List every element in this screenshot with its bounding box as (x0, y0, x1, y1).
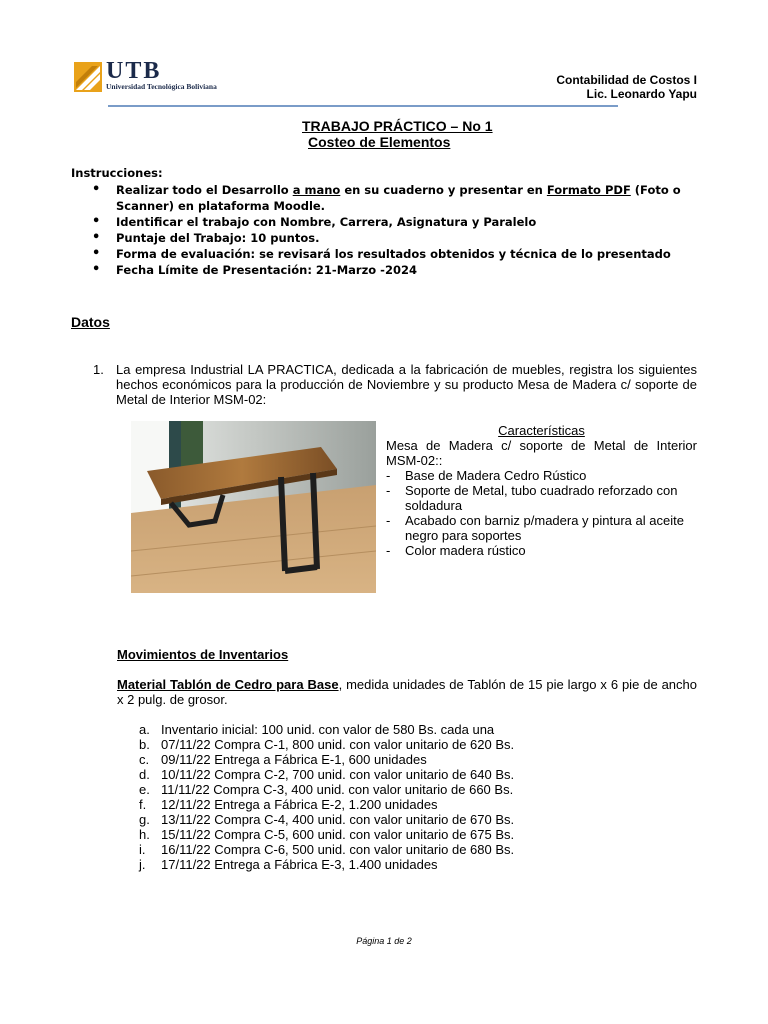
instruction-text: en su cuaderno y presentar en (340, 183, 547, 197)
list-text: Inventario inicial: 100 unid. con valor de 580 Bs. cada una (161, 722, 495, 737)
list-letter: i. (139, 842, 146, 857)
instruction-item: • Puntaje del Trabajo: 10 puntos. (116, 230, 701, 246)
instruction-item: • Identificar el trabajo con Nombre, Carrera, Asignatura y Paralelo (116, 214, 701, 230)
list-item (139, 842, 514, 857)
material-label: Material Tablón de Cedro para Base (117, 677, 339, 692)
instructions-section (71, 166, 701, 278)
instruction-text: Realizar todo el Desarrollo (116, 183, 293, 197)
list-item (139, 812, 514, 827)
features-heading: Características (498, 423, 585, 438)
datos-heading: Datos (71, 314, 110, 330)
list-text: 10/11/22 Compra C-2, 700 unid. con valor unitario de 640 Bs. (161, 767, 515, 782)
list-letter: h. (139, 827, 150, 842)
feature-item: - Soporte de Metal, tubo cuadrado reforzado con soldadura (386, 483, 697, 513)
professor-name: Lic. Leonardo Yapu (586, 87, 697, 101)
utb-emblem-icon (74, 62, 102, 92)
features-intro: Mesa de Madera c/ soporte de Metal de Interior MSM-02:: (386, 438, 697, 468)
material-desc: , medida unidades de Tablón de 15 pie largo x 6 pie de ancho x 2 pulg. de grosor. (117, 677, 697, 707)
list-text: 09/11/22 Entrega a Fábrica E-1, 600 unidades (161, 752, 427, 767)
list-item (139, 782, 514, 797)
list-letter: a. (139, 722, 150, 737)
instruction-item (116, 182, 701, 214)
instruction-emphasis: a mano (292, 183, 341, 197)
instruction-item: • Forma de evaluación: se revisará los resultados obtenidos y técnica de lo presentado (116, 246, 701, 262)
list-text: 11/11/22 Compra C-3, 400 unid. con valor unitario de 660 Bs. (161, 782, 514, 797)
page-subtitle: Costeo de Elementos (308, 134, 451, 150)
list-letter: c. (139, 752, 150, 767)
features-section (386, 423, 697, 558)
utb-logo (74, 58, 234, 96)
list-item (139, 797, 514, 812)
list-letter: g. (139, 812, 150, 827)
table-photo-illustration (131, 421, 376, 593)
instruction-item: • Fecha Límite de Presentación: 21-Marzo -2024 (116, 262, 701, 278)
logo-text: UTB (106, 58, 162, 84)
feature-item: - Base de Madera Cedro Rústico (386, 468, 697, 483)
list-text: 15/11/22 Compra C-5, 600 unid. con valor unitario de 675 Bs. (161, 827, 515, 842)
inventory-list (139, 722, 514, 872)
list-text: 13/11/22 Compra C-4, 400 unid. con valor unitario de 670 Bs. (161, 812, 515, 827)
list-letter: e. (139, 782, 150, 797)
problem-statement (93, 362, 697, 407)
list-text: 12/11/22 Entrega a Fábrica E-2, 1.200 unidades (161, 797, 438, 812)
list-letter: b. (139, 737, 150, 752)
list-item (139, 737, 514, 752)
instruction-text: (Foto o Scanner) en plataforma Moodle. (116, 183, 681, 213)
page-title: TRABAJO PRÁCTICO – No 1 (302, 118, 493, 134)
problem-number: 1. (93, 362, 104, 377)
page-footer: Página 1 de 2 (356, 936, 412, 946)
list-item (139, 827, 514, 842)
list-letter: d. (139, 767, 150, 782)
list-item (139, 767, 514, 782)
product-photo (131, 421, 376, 593)
feature-item: - Acabado con barniz p/madera y pintura al aceite negro para soportes (386, 513, 697, 543)
instructions-heading: Instrucciones: (71, 166, 163, 180)
features-list (386, 468, 697, 558)
list-item (139, 752, 514, 767)
header-info (556, 73, 697, 101)
list-text: 17/11/22 Entrega a Fábrica E-3, 1.400 unidades (161, 857, 438, 872)
list-text: 07/11/22 Compra C-1, 800 unid. con valor unitario de 620 Bs. (161, 737, 515, 752)
movimientos-heading: Movimientos de Inventarios (117, 647, 289, 662)
instruction-emphasis: Formato PDF (546, 183, 631, 197)
feature-item: - Color madera rústico (386, 543, 697, 558)
list-text: 16/11/22 Compra C-6, 500 unid. con valor unitario de 680 Bs. (161, 842, 515, 857)
header-divider (108, 105, 618, 107)
list-letter: j. (139, 857, 146, 872)
course-name: Contabilidad de Costos I (556, 73, 697, 87)
list-letter: f. (139, 797, 147, 812)
problem-text: La empresa Industrial LA PRACTICA, dedicada a la fabricación de muebles, registra los siguientes hechos económicos para la producción de Noviembre y su producto Mesa de Madera c/ soporte de Metal de Interior MSM-02: (116, 362, 697, 407)
material-description (117, 677, 697, 707)
logo-subtitle: Universidad Tecnológica Boliviana (106, 82, 217, 91)
list-item (139, 857, 514, 872)
instructions-list (71, 182, 701, 278)
list-item (139, 722, 514, 737)
